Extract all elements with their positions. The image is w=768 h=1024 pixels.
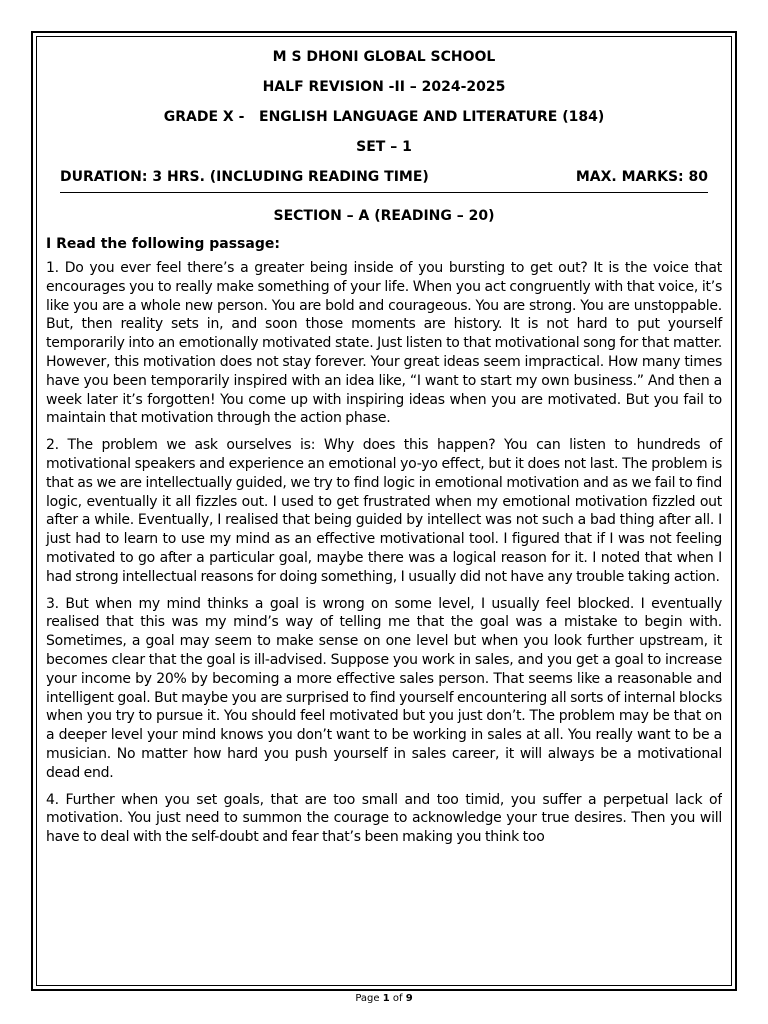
passage-paragraph-2: 2. The problem we ask ourselves is: Why does this happen? You can listen to hundreds of motivational speakers and experience an emotional yo-yo effect, but it does not last. The problem is that as we are intellectually guided, we try to find logic in emotional motivation and as we fail to find logic, eventually it all fizzles out. I used to get frustrated when my emotional motivation fizzled out after a while. Eventually, I realised that being guided by intellect was not such a bad thing after all. I just had to learn to use my mind as an effective motivational tool. I figured that if I was not feeling motivated to go after a particular goal, maybe there was a logical reason for it. I noted that when I had strong intellectual reasons for doing something, I usually did not have any trouble taking action. [46, 437, 722, 585]
page-total: 9 [405, 993, 413, 1004]
duration-marks-row [46, 162, 722, 192]
header-divider [60, 192, 708, 193]
passage-paragraph-4: 4. Further when you set goals, that are too small and too timid, you suffer a perpetual lack of motivation. You just need to summon the courage to acknowledge your true desires. Then you will have to deal with the self-doubt and fear that’s been making you think too [46, 791, 722, 846]
page-of: of [389, 993, 406, 1004]
exam-title: HALF REVISION -II – 2024-2025 [262, 79, 506, 95]
question-paper [46, 42, 722, 848]
grade-subject: GRADE X - ENGLISH LANGUAGE AND LITERATURE (184) [163, 109, 605, 125]
page-current: 1 [382, 993, 390, 1004]
duration: DURATION: 3 HRS. (INCLUDING READING TIME) [60, 169, 429, 185]
section-instruction: I Read the following passage: [46, 236, 280, 252]
passage-paragraph-1: 1. Do you ever feel there’s a greater being inside of you bursting to get out? It is the voice that encourages you to really make something of your life. When you act congruently with that voice, it’s like you are a whole new person. You are bold and courageous. You are strong. You are unstoppable. But, then reality sets in, and soon those moments are history. It is not hard to put yourself temporarily into an emotionally motivated state. Just listen to that motivational song for that matter. However, this motivation does not stay forever. Your great ideas seem impractical. How many times have you been temporarily inspired with an idea like, “I want to start my own business.” And then a week later it’s forgotten! You come up with inspiring ideas when you are motivated. But you fail to maintain that motivation through the action phase. [46, 260, 722, 427]
page-number [0, 992, 768, 1006]
max-marks: MAX. MARKS: 80 [575, 169, 708, 185]
school-name: M S DHONI GLOBAL SCHOOL [272, 49, 496, 65]
set-number: SET – 1 [356, 139, 412, 155]
page-prefix: Page [355, 993, 383, 1004]
passage-paragraph-3: 3. But when my mind thinks a goal is wrong on some level, I usually feel blocked. I eventually realised that this was my mind’s way of telling me that the goal was a mistake to begin with. Sometimes, a goal may seem to make sense on one level but when you look further upstream, it becomes clear that the goal is ill-advised. Suppose you work in sales, and you get a goal to increase your income by 20% by becoming a more effective sales person. That seems like a reasonable and intelligent goal. But maybe you are surprised to find yourself encountering all sorts of internal blocks when you try to pursue it. You should feel motivated but you just don’t. The problem may be that on a deeper level your mind knows you don’t want to be working in sales at all. You really want to be a musician. No matter how hard you push yourself in sales career, it will always be a motivational dead end. [46, 595, 722, 781]
section-title: SECTION – A (READING – 20) [273, 208, 495, 224]
